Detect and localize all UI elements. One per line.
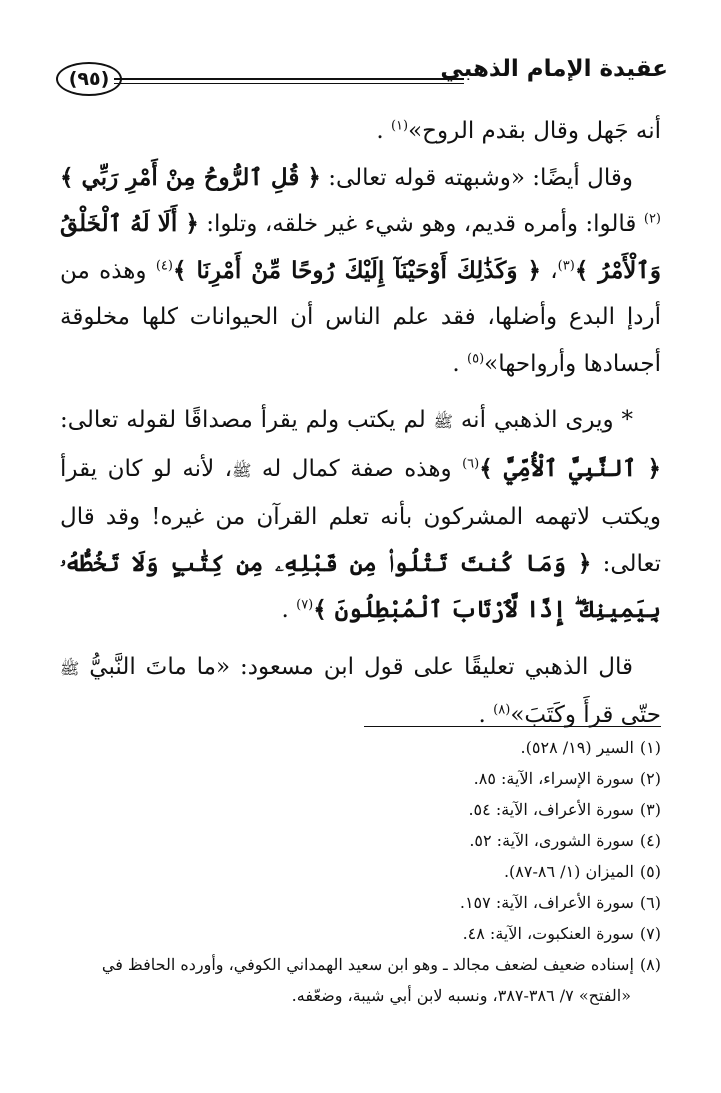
page-header	[56, 56, 668, 96]
footnotes	[60, 732, 661, 1011]
quran-verse: ﴿ أَلَا لَهُ ٱلْخَلْقُ وَٱلْأَمْرُ ﴾	[60, 210, 662, 284]
footnote-1: (١)السير (١٩/ ٥٢٨).	[520, 738, 661, 757]
footnote-ref: (٢)	[643, 211, 661, 227]
paragraph-1: أنه جَهل وقال بقدم الروح»$^{(١)}$ .	[376, 118, 661, 144]
footnote-7: (٧)سورة العنكبوت، الآية: ٤٨.	[462, 924, 661, 943]
footnote-5: (٥)الميزان (١/ ٨٦-٨٧).	[503, 862, 661, 881]
paragraph-2: وقال أيضًا: «وشبهته قوله تعالى: ﴿ قُلِ ٱلرُّوحُ مِنْ أَمْرِ رَبِّي ﴾$^{(٢)}$ قالوا: وأمره قديم، وهو شيء غير خلقه، وتلوا: ﴿ أَلَا لَهُ ٱلْخَلْقُ وَٱلْأَمْرُ ﴾$^{(٣)}$، ﴿ وَكَذَٰلِكَ أَوْحَيْنَآ إِلَيْكَ رُوحًا مِّنْ أَمْرِنَا ﴾$^{(٤)}$ وهذه من أردإ البدع وأضلها، فقد علم الناس أن الحيوانات كلها مخلوقة أجسادها وأرواحها»$^{(٥)}$ .	[60, 163, 662, 377]
main-text	[60, 108, 661, 739]
footnote-ref: (٤)	[155, 257, 173, 273]
quran-verse: ﴿ قُلِ ٱلرُّوحُ مِنْ أَمْرِ رَبِّي ﴾	[60, 163, 321, 191]
footnote-6: (٦)سورة الأعراف، الآية: ١٥٧.	[459, 893, 661, 912]
footnote-8-continued: «الفتح» ٧/ ٣٨٦-٣٨٧، ونسبه لابن أبي شيبة، وضعّفه.	[291, 986, 631, 1005]
pbuh-ligature: ﷺ	[433, 412, 453, 431]
footnote-ref: (٨)	[493, 702, 511, 718]
footnote-ref: (٦)	[462, 455, 480, 471]
quran-verse: ﴿ وَكَذَٰلِكَ أَوْحَيْنَآ إِلَيْكَ رُوحًا مِّنْ أَمْرِنَا ﴾	[172, 256, 541, 284]
footnote-2: (٢)سورة الإسراء، الآية: ٨٥.	[473, 769, 661, 788]
footnote-ref: (٧)	[296, 597, 314, 613]
quran-verse: ﴿ وَمَا كُنتَ تَتْلُوا۟ مِن قَبْلِهِۦ مِن كِتَٰبٍ وَلَا تَخُطُّهُۥ بِيَمِينِكَ ۖ إِذًا لَّٱرْتَابَ ٱلْمُبْطِلُونَ ﴾	[60, 549, 661, 623]
footnote-divider	[364, 726, 661, 727]
page-number: (٩٥)	[56, 62, 122, 96]
pbuh-ligature: ﷺ	[232, 460, 252, 480]
running-title: عقيدة الإمام الذهبي	[440, 56, 668, 82]
footnote-4: (٤)سورة الشورى، الآية: ٥٢.	[469, 831, 661, 850]
footnote-ref: (١)	[390, 118, 409, 134]
quran-verse: ﴿ ٱلنَّبِيَّ ٱلْأُمِّيَّ ﴾	[479, 454, 662, 482]
footnote-8: (٨)إسناده ضعيف لضعف مجالد ـ وهو ابن سعيد الهمداني الكوفي، وأورده الحافظ في	[101, 955, 661, 974]
paragraph-4: قال الذهبي تعليقًا على قول ابن مسعود: «ما ماتَ النَّبيُّ ﷺ حتّى قرأَ وكَتَبَ»$^{(٨)}$ .	[60, 653, 661, 728]
paragraph-3: * ويرى الذهبي أنه ﷺ لم يكتب ولم يقرأ مصداقًا لقوله تعالى: ﴿ ٱلنَّبِيَّ ٱلْأُمِّيَّ ﴾$^{(٦)}$ وهذه صفة كمال له ﷺ، لأنه لو كان يقرأ ويكتب لاتهمه المشركون بأنه تعلم القرآن من غيره! وقد قال تعالى: ﴿ وَمَا كُنتَ تَتْلُوا۟ مِن قَبْلِهِۦ مِن كِتَٰبٍ وَلَا تَخُطُّهُۥ بِيَمِينِكَ ۖ إِذًا لَّٱرْتَابَ ٱلْمُبْطِلُونَ ﴾$^{(٧)}$ .	[60, 407, 662, 623]
pbuh-ligature: ﷺ	[60, 658, 80, 678]
header-rule	[114, 78, 464, 84]
footnote-ref: (٣)	[557, 257, 575, 273]
footnote-3: (٣)سورة الأعراف، الآية: ٥٤.	[468, 800, 661, 819]
footnote-ref: (٥)	[467, 350, 485, 366]
